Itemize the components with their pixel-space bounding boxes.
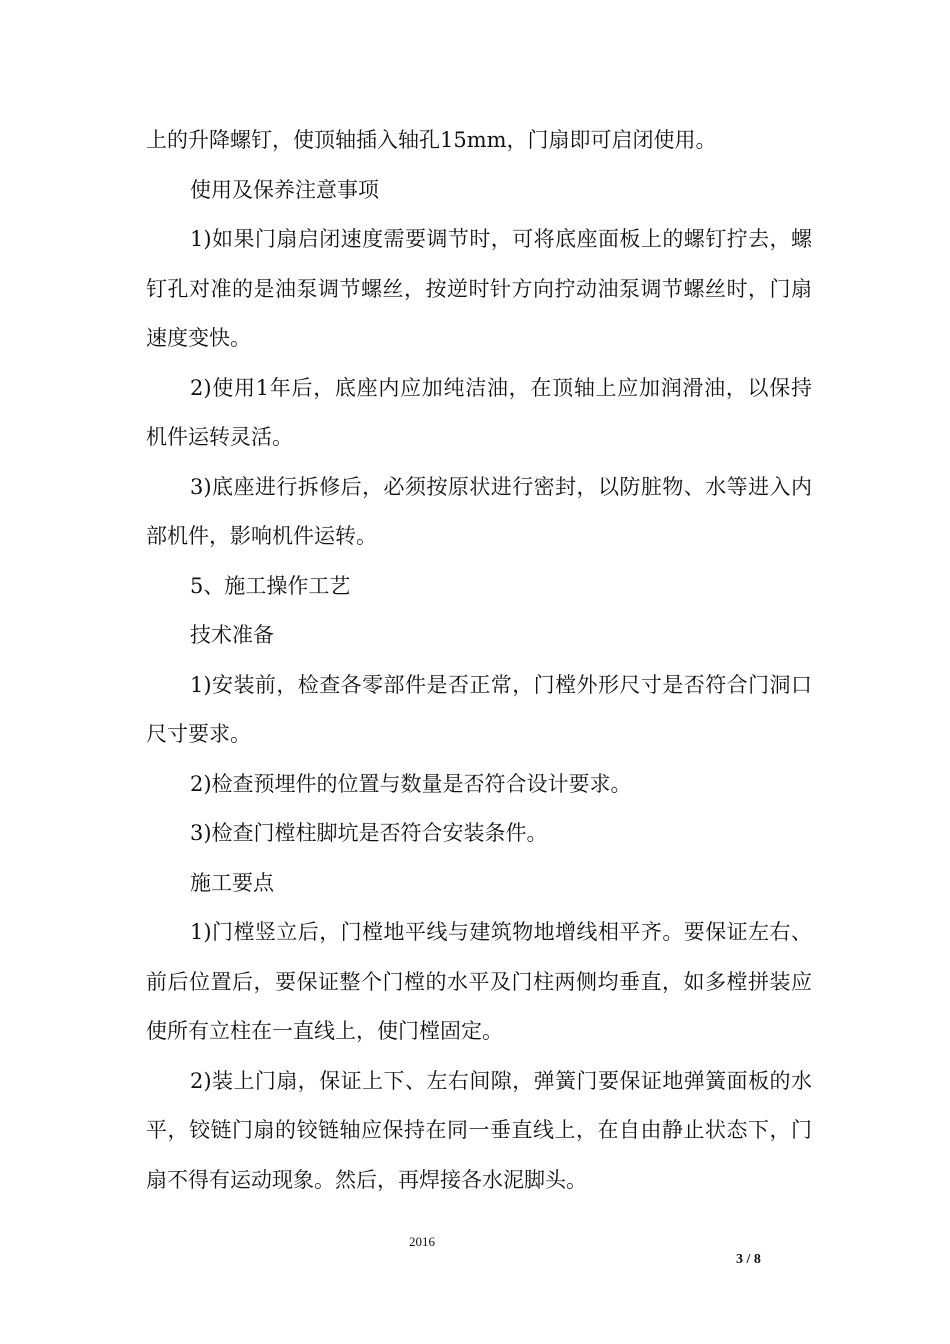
page-number: 3 / 8 [736,1252,761,1267]
heading-usage-maintenance: 使用及保养注意事项 [190,177,379,202]
paragraph-check-parts: 1)安装前，检查各零部件是否正常，门樘外形尺寸是否符合门洞口尺寸要求。 [146,672,812,746]
heading-construction-points: 施工要点 [190,870,274,895]
footer-year: 2016 [409,1234,435,1249]
paragraph-check-embedded: 2)检查预埋件的位置与数量是否符合设计要求。 [190,771,632,796]
paragraph-1: 上的升降螺钉，使顶轴插入轴孔15mm，门扇即可启闭使用。 [146,128,717,152]
paragraph-check-pits: 3)检查门樘柱脚坑是否符合安装条件。 [190,821,548,845]
paragraph-frame-erection: 1)门樘竖立后，门樘地平线与建筑物地增线相平齐。要保证左右、前后位置后，要保证整个门樘的水平及门柱两侧均垂直，如多樘拼装应使所有立柱在一直线上，使门樘固定。 [146,920,812,1043]
paragraph-speed-adjust: 1)如果门扇启闭速度需要调节时，可将底座面板上的螺钉拧去，螺钉孔对准的是油泵调节螺丝，按逆时针方向拧动油泵调节螺丝时，门扇速度变快。 [146,227,812,350]
heading-technical-preparation: 技术准备 [190,623,274,647]
paragraph-lubrication: 2)使用1年后，底座内应加纯洁油，在顶轴上应加润滑油，以保持机件运转灵活。 [146,375,812,449]
document-body [146,116,812,1205]
paragraph-install-door-leaf: 2)装上门扇，保证上下、左右间隙，弹簧门要保证地弹簧面板的水平，铰链门扇的铰链轴应保持在同一垂直线上，在自由静止状态下，门扇不得有运动现象。然后，再焊接各水泥脚头。 [146,1068,812,1192]
paragraph-sealing: 3)底座进行拆修后，必须按原状进行密封，以防脏物、水等进入内部机件，影响机件运转。 [146,474,812,548]
heading-construction-process: 5、施工操作工艺 [190,573,351,598]
